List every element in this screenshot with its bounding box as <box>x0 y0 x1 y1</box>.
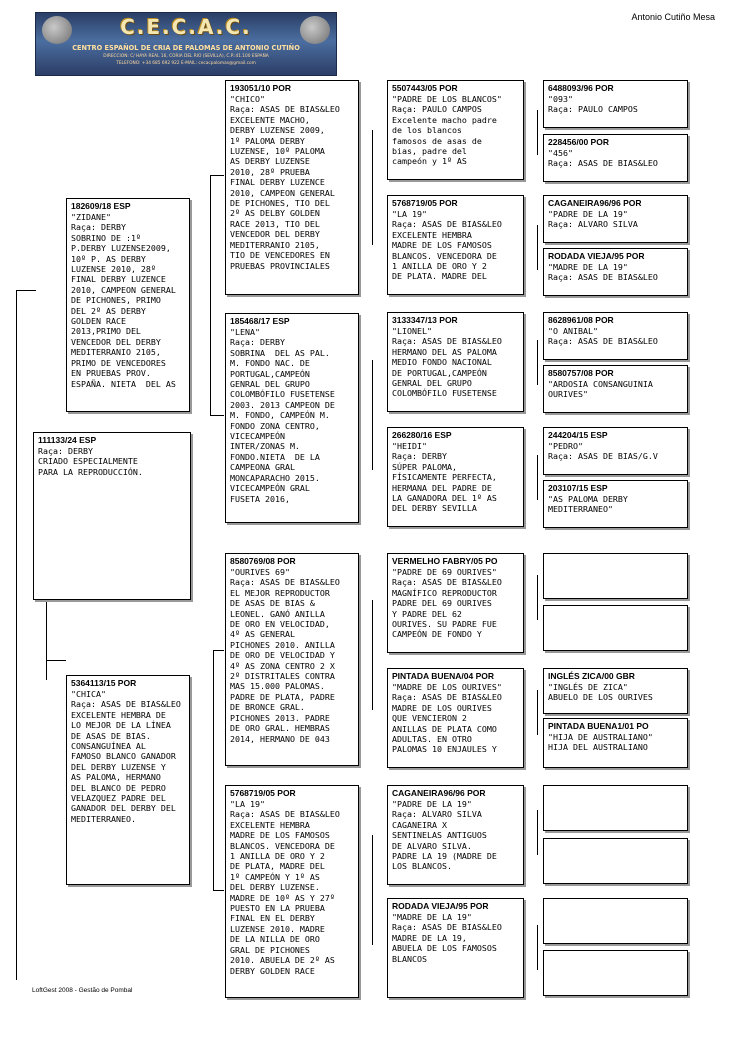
pigeon-card-gen5-7[interactable] <box>543 427 688 475</box>
ring-number: 5768719/05 POR <box>392 198 458 208</box>
pigeon-description: Raça: DERBY CRIADO ESPECIALMENTE PARA LA REPRODUCCIÓN. <box>38 446 143 477</box>
pigeon-card-gen4-2[interactable] <box>387 195 524 295</box>
pigeon-description: "MADRE DE LA 19" Raça: ASAS DE BIAS&LEO MADRE DE LA 19, ABUELA DE LOS FAMOSOS BLANCOS <box>392 912 502 964</box>
connector-line <box>537 110 538 155</box>
ring-number: 8628961/08 POR <box>548 315 614 325</box>
pigeon-card-gen4-7[interactable] <box>387 785 524 885</box>
pigeon-description: "OURIVES 69" Raça: ASAS DE BIAS&LEO EL MEJOR REPRODUCTOR DE ASAS DE BIAS & LEONEL. GANÓ ANILLA DE ORO EN VELOCIDAD, 4º AS GENERAL PICHONES 2010. ANILLA DE ORO DE VELOCIDAD Y 4º AS ZONA CENTRO 2 X 2º DISTRITALES CONTRA MAS 15.000 PALOMAS. PADRE DE PLATA, PADRE DE BRONCE GRAL. PICHONES 2013. PADRE DE ORO GRAL. HEMBRAS 2014, HERMANO DE 043 <box>230 567 340 744</box>
pigeon-description: "ZIDANE" Raça: DERBY SOBRINO DE :1º P.DERBY LUZENSE2009, 10º P. AS DERBY LUZENSE 2010, 28º FINAL DERBY LUZENCE 2010, CAMPEON GENERAL DE PICHONES, PRIMO DEL 2º AS DERBY GOLDEN RACE 2013,PRIMO DEL VENCEDOR DEL DERBY MEDITERRANIO 2105, PRIMO DE VENCEDORES EN PRUEBAS PROV. ESPAÑA. NIETA DEL AS <box>71 212 176 389</box>
pigeon-card-gen5-8[interactable] <box>543 480 688 528</box>
ring-number: 244204/15 ESP <box>548 430 608 440</box>
connector-line <box>372 835 373 945</box>
logo-contact: TELEFONO: +34 685 692 922 E-MAIL: cecacpalomas@gmail.com <box>116 61 256 66</box>
pigeon-card-subject[interactable] <box>33 432 191 600</box>
logo-subtitle: CENTRO ESPAÑOL DE CRIA DE PALOMAS DE ANTONIO CUTIÑO <box>72 44 300 52</box>
pigeon-card-gen5-14[interactable] <box>543 838 688 884</box>
ring-number: PINTADA BUENA/04 POR <box>392 671 495 681</box>
pigeon-description: "LIONEL" Raça: ASAS DE BIAS&LEO HERMANO DEL AS PALOMA MEDIO FONDO NACIONAL DE PORTUGAL,CAMPEÓN GENRAL DEL GRUPO COLOMBÓFILO FUSETENSE <box>392 326 502 399</box>
pigeon-description: "PADRE DE LA 19" Raça: ALVARO SILVA <box>548 209 638 230</box>
pigeon-card-gen5-15[interactable] <box>543 898 688 944</box>
connector-line <box>537 225 538 270</box>
pigeon-card-gen3-1[interactable] <box>225 80 359 295</box>
ring-number: 182609/18 ESP <box>71 201 131 211</box>
connector-line <box>46 660 66 661</box>
pigeon-description: "093" Raça: PAULO CAMPOS <box>548 94 638 115</box>
pigeon-card-sire[interactable] <box>66 198 190 412</box>
pigeon-card-gen3-3[interactable] <box>225 553 359 766</box>
pigeon-card-gen5-10[interactable] <box>543 605 688 651</box>
connector-line <box>213 650 224 651</box>
pigeon-card-gen4-8[interactable] <box>387 898 524 998</box>
connector-line <box>213 890 224 891</box>
ring-number: CAGANEIRA96/96 POR <box>548 198 642 208</box>
pigeon-card-gen5-12[interactable] <box>543 718 688 768</box>
software-footer: LoftGest 2008 - Gestão de Pombal <box>32 987 133 994</box>
pigeon-description: "HEIDI" Raça: DERBY SÚPER PALOMA, FÍSICAMENTE PERFECTA, HERMANA DEL PADRE DE LA GANADORA DEL 1º AS DEL DERBY SEVILLA <box>392 441 497 514</box>
pigeon-card-gen4-5[interactable] <box>387 553 524 653</box>
connector-line <box>210 175 211 415</box>
ring-number: VERMELHO FABRY/05 PO <box>392 556 498 566</box>
pigeon-card-gen5-5[interactable] <box>543 312 688 360</box>
ring-number: 8580769/08 POR <box>230 556 296 566</box>
connector-line <box>16 290 36 291</box>
ring-number: 193051/10 POR <box>230 83 291 93</box>
pigeon-description: "CHICO" Raça: ASAS DE BIAS&LEO EXCELENTE MACHO, DERBY LUZENSE 2009, 1º PALOMA DERBY LUZENSE, 10º PALOMA AS DERBY LUZENSE 2010, 28º PRUEBA FINAL DERBY LUZENCE 2010, CAMPEON GENERAL DE PICHONES, TIO DEL 2º AS DELBY GOLDEN RACE 2013, TIO DEL VENCEDOR DEL DERBY MEDITERRANIO 2105, TIO DE VENCEDORES EN PRUEBAS PROVINCIALES <box>230 94 340 271</box>
pigeon-card-gen5-6[interactable] <box>543 365 688 413</box>
pigeon-card-gen4-1[interactable] <box>387 80 524 180</box>
connector-line <box>210 415 224 416</box>
logo-title: C.E.C.A.C. <box>120 15 252 39</box>
pigeon-card-gen4-3[interactable] <box>387 312 524 412</box>
ring-number: 185468/17 ESP <box>230 316 290 326</box>
pigeon-card-dam[interactable] <box>66 675 190 885</box>
pigeon-card-gen5-9[interactable] <box>543 553 688 599</box>
pigeon-description: "O ANIBAL" Raça: ASAS DE BIAS&LEO <box>548 326 658 347</box>
pigeon-card-gen5-16[interactable] <box>543 950 688 996</box>
pigeon-description: "LENA" Raça: DERBY SOBRINA DEL AS PAL. M. FONDO NAC. DE PORTUGAL,CAMPEÓN GENRAL DEL GRUPO COLOMBÓFILO FUSETENSE 2003. 2013 CAMPEON DE M. FONDO, CAMPEÓN M. FONDO ZONA CENTRO, VICECAMPEÓN INTER/ZONAS M. FONDO.NIETA DE LA CAMPEONA GRAL MONCAPARACHO 2015. VICECAMPEÓN GRAL FUSETA 2016, <box>230 327 335 504</box>
pigeon-card-gen5-1[interactable] <box>543 80 688 128</box>
pigeon-card-gen4-4[interactable] <box>387 427 524 527</box>
ring-number: 266280/16 ESP <box>392 430 452 440</box>
pigeon-card-gen3-4[interactable] <box>225 785 359 998</box>
ring-number: 6488093/96 POR <box>548 83 614 93</box>
ring-number: RODADA VIEJA/95 POR <box>392 901 489 911</box>
ring-number: CAGANEIRA96/96 POR <box>392 788 486 798</box>
connector-line <box>537 455 538 500</box>
connector-line <box>16 290 17 980</box>
pigeon-description: "456" Raça: ASAS DE BIAS&LEO <box>548 148 658 169</box>
pigeon-description: "PADRE DE 69 OURIVES" Raça: ASAS DE BIAS&LEO MAGNÍFICO REPRODUCTOR PADRE DEL 69 OURIVES Y PADRE DEL 62 OURIVES. SU PADRE FUE CAMPEÓN DE FONDO Y <box>392 567 502 640</box>
connector-line <box>213 650 214 890</box>
connector-line <box>537 340 538 385</box>
connector-line <box>537 925 538 970</box>
connector-line <box>372 130 373 245</box>
ring-number: PINTADA BUENA1/01 PO <box>548 721 649 731</box>
pigeon-description: "ARDOSIA CONSANGUINIA OURIVES" <box>548 379 653 400</box>
connector-line <box>210 175 224 176</box>
ring-number: 8580757/08 POR <box>548 368 614 378</box>
pigeon-description: "PADRE DE LA 19" Raça: ALVARO SILVA CAGANEIRA X SENTINELAS ANTIGUOS DE ALVARO SILVA. PADRE LA 19 (MADRE DE LOS BLANCOS. <box>392 799 497 872</box>
club-logo-banner <box>35 12 337 76</box>
logo-address: DIRECCION: C/ HAYA REAL 16, CORIA DEL RIO (SEVILLA), C.P.:41.100 ESPAÑA <box>103 54 269 59</box>
pigeon-description: "MADRE DE LOS OURIVES" Raça: ASAS DE BIAS&LEO MADRE DE LOS OURIVES QUE VENCIERON 2 ANILLAS DE PLATA COMO ADULTAS. EN OTRO PALOMAS 10 ENJAULES Y <box>392 682 502 755</box>
pigeon-card-gen5-2[interactable] <box>543 134 688 182</box>
pigeon-description: "INGLÉS DE ZICA" ABUELO DE LOS OURIVES <box>548 682 653 703</box>
pigeon-description: "LA 19" Raça: ASAS DE BIAS&LEO EXCELENTE HEMBRA MADRE DE LOS FAMOSOS BLANCOS. VENCEDORA DE 1 ANILLA DE ORO Y 2 DE PLATA, MADRE DEL 1º CAMPEÓN Y 1º AS DEL DERBY LUZENSE. MADRE DE 10º AS Y 27º PUESTO EN LA PRUEBA FINAL EN EL DERBY LUZENSE 2010. MADRE DE LA NILLA DE ORO GRAL DE PICHONES 2010. ABUELA DE 2º AS DERBY GOLDEN RACE <box>230 799 340 976</box>
pigeon-description: "PEDRO" Raça: ASAS DE BIAS/G.V <box>548 441 658 462</box>
connector-line <box>537 690 538 735</box>
ring-number: 228456/00 POR <box>548 137 609 147</box>
ring-number: 3133347/13 POR <box>392 315 458 325</box>
ring-number: 5364113/15 POR <box>71 678 137 688</box>
pigeon-card-gen5-11[interactable] <box>543 668 688 714</box>
owner-name: Antonio Cutiño Mesa <box>631 12 715 22</box>
ring-number: RODADA VIEJA/95 POR <box>548 251 645 261</box>
pigeon-card-gen5-3[interactable] <box>543 195 688 243</box>
connector-line <box>372 600 373 710</box>
ring-number: INGLÉS ZICA/00 GBR <box>548 671 635 681</box>
ring-number: 203107/15 ESP <box>548 483 608 493</box>
ring-number: 5768719/05 POR <box>230 788 296 798</box>
pigeon-description: "MADRE DE LA 19" Raça: ASAS DE BIAS&LEO <box>548 262 658 283</box>
connector-line <box>372 360 373 470</box>
pigeon-card-gen3-2[interactable] <box>225 313 359 523</box>
pigeon-description: "CHICA" Raça: ASAS DE BIAS&LEO EXCELENTE HEMBRA DE LO MEJOR DE LA LÍNEA DE ASAS DE BIAS. CONSANGUÍNEA AL FAMOSO BLANCO GANADOR DEL DERBY LUZENSE Y AS PALOMA, HERMANO DEL BLANCO DE PEDRO VELAZQUEZ PADRE DEL GANADOR DEL DERBY DEL MEDITERRANEO. <box>71 689 181 824</box>
pigeon-description: "PADRE DE LOS BLANCOS" Raça: PAULO CAMPOS Excelente macho padre de los blancos famosos de asas de bias, padre del campeón y 1º AS <box>392 94 502 167</box>
connector-line <box>537 810 538 855</box>
connector-line <box>537 575 538 620</box>
pigeon-description: "AS PALOMA DERBY MEDITERRANEO" <box>548 494 628 515</box>
pigeon-description: "HIJA DE AUSTRALIANO" HIJA DEL AUSTRALIANO <box>548 732 653 753</box>
pigeon-card-gen4-6[interactable] <box>387 668 524 768</box>
pigeon-card-gen5-4[interactable] <box>543 248 688 296</box>
ring-number: 5507443/05 POR <box>392 83 458 93</box>
pigeon-description: "LA 19" Raça: ASAS DE BIAS&LEO EXCELENTE HEMBRA MADRE DE LOS FAMOSOS BLANCOS. VENCEDORA DE 1 ANILLA DE ORO Y 2 DE PLATA. MADRE DEL <box>392 209 502 282</box>
pigeon-card-gen5-13[interactable] <box>543 785 688 831</box>
ring-number: 111133/24 ESP <box>38 435 97 445</box>
